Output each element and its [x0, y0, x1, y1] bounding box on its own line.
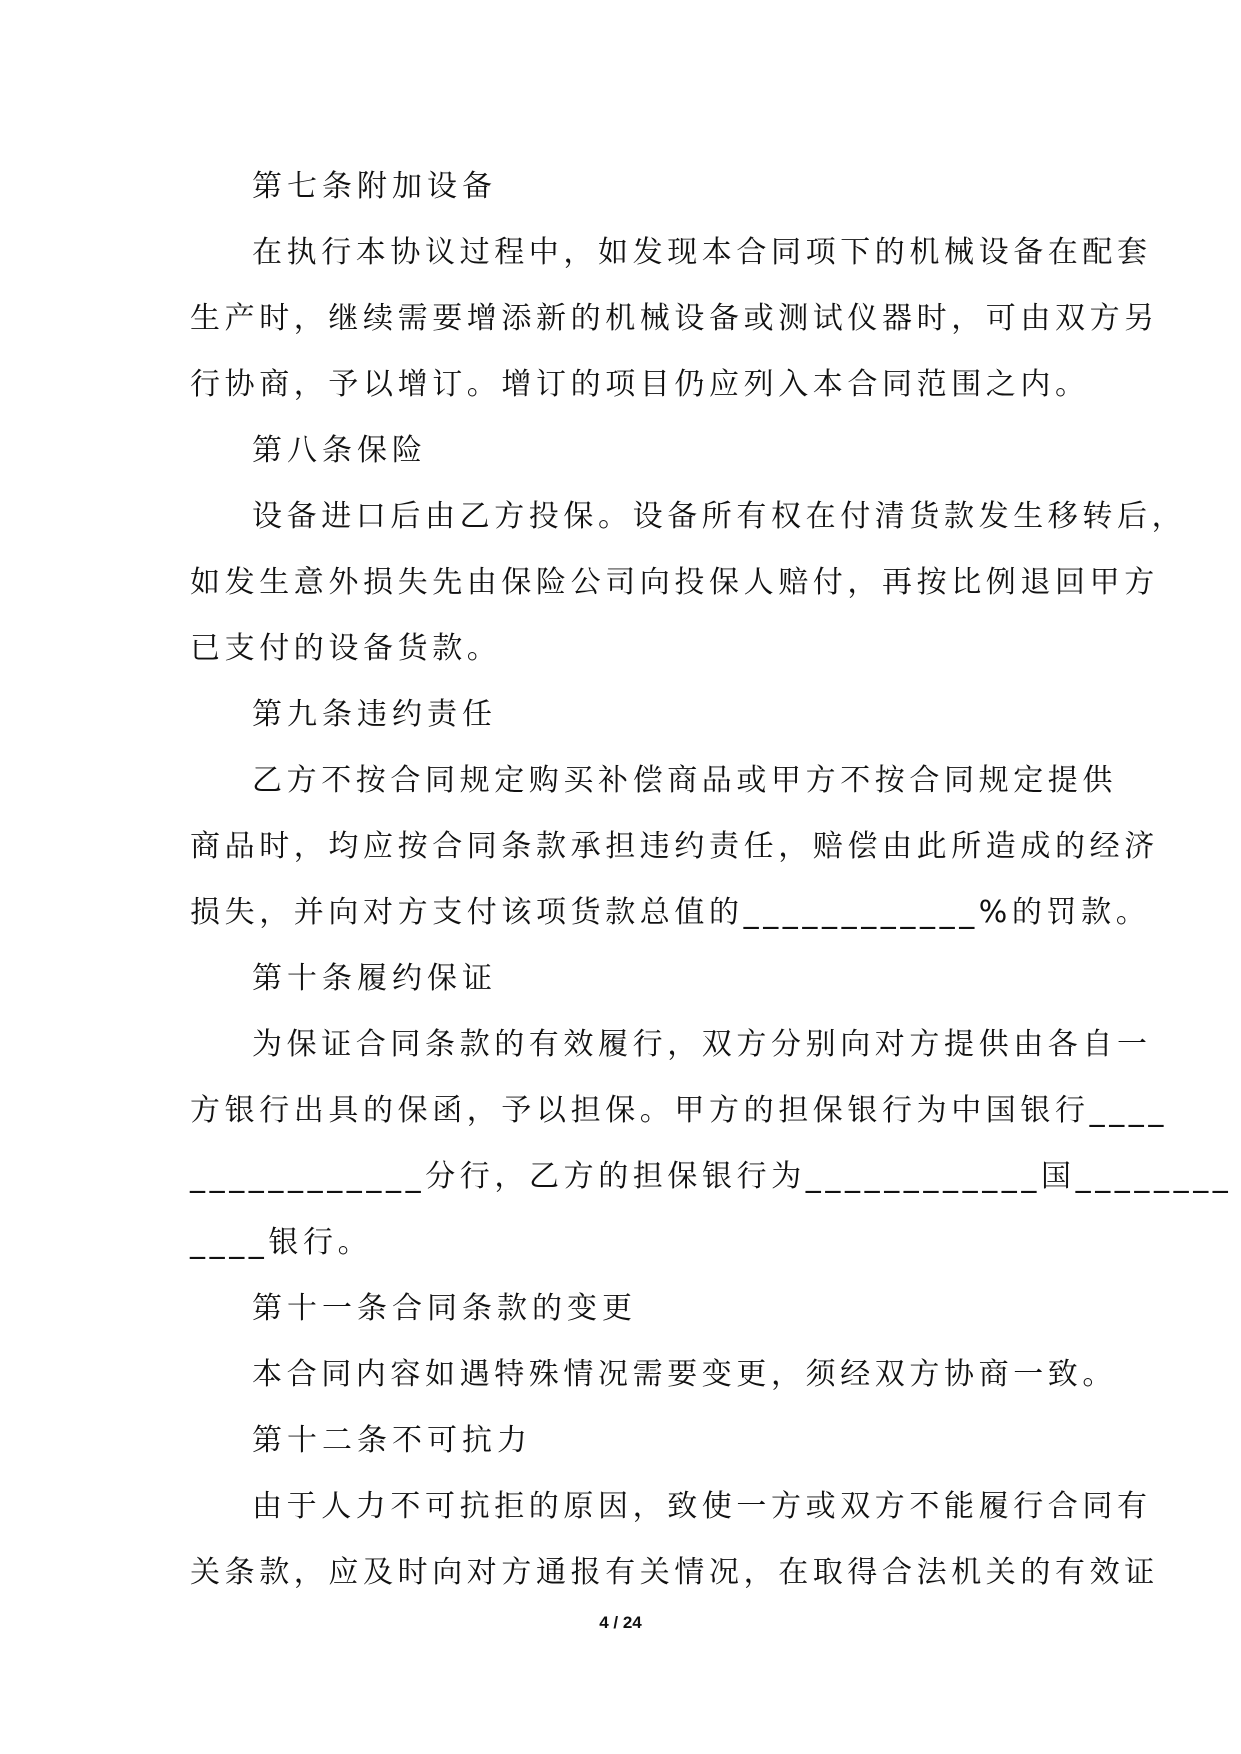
article-7-heading: 第七条附加设备 [252, 169, 497, 204]
article-8-paragraph-line: 已支付的设备货款。 [190, 631, 502, 666]
article-8-paragraph-line: 设备进口后由乙方投保。设备所有权在付清货款发生移转后， [252, 499, 1187, 534]
article-12-heading: 第十二条不可抗力 [252, 1423, 532, 1458]
article-8-paragraph-line: 如发生意外损失先由保险公司向投保人赔付，再按比例退回甲方 [190, 565, 1159, 600]
article-11-heading: 第十一条合同条款的变更 [252, 1291, 637, 1326]
article-12-paragraph-line: 由于人力不可抗拒的原因，致使一方或双方不能履行合同有 [252, 1489, 1152, 1524]
article-7-paragraph-line: 行协商，予以增订。增订的项目仍应列入本合同范围之内。 [190, 367, 1090, 402]
article-9-paragraph-line: 商品时，均应按合同条款承担违约责任，赔偿由此所造成的经济 [190, 829, 1159, 864]
document-body [190, 154, 1233, 1606]
article-10-paragraph-line: 方银行出具的保函，予以担保。甲方的担保银行为中国银行____ [190, 1093, 1168, 1128]
article-10-heading: 第十条履约保证 [252, 961, 497, 996]
article-10-paragraph-line: 为保证合同条款的有效履行，双方分别向对方提供由各自一 [252, 1027, 1152, 1062]
article-7-paragraph-line: 生产时，继续需要增添新的机械设备或测试仪器时，可由双方另 [190, 301, 1159, 336]
article-9-paragraph-line: 乙方不按合同规定购买补偿商品或甲方不按合同规定提供 [252, 763, 1117, 798]
article-9-heading: 第九条违约责任 [252, 697, 497, 732]
article-10-paragraph-line: ____________分行，乙方的担保银行为____________国________ [190, 1159, 1233, 1194]
article-12-paragraph-line: 关条款，应及时向对方通报有关情况，在取得合法机关的有效证 [190, 1555, 1159, 1590]
article-8-heading: 第八条保险 [252, 433, 427, 468]
article-7-paragraph-line: 在执行本协议过程中，如发现本合同项下的机械设备在配套 [252, 235, 1152, 270]
article-11-paragraph-line: 本合同内容如遇特殊情况需要变更，须经双方协商一致。 [252, 1357, 1117, 1392]
article-10-paragraph-line: ____银行。 [190, 1225, 373, 1260]
page-number: 4 / 24 [599, 1613, 642, 1632]
article-9-paragraph-line: 损失，并向对方支付该项货款总值的____________%的罚款。 [190, 895, 1151, 930]
